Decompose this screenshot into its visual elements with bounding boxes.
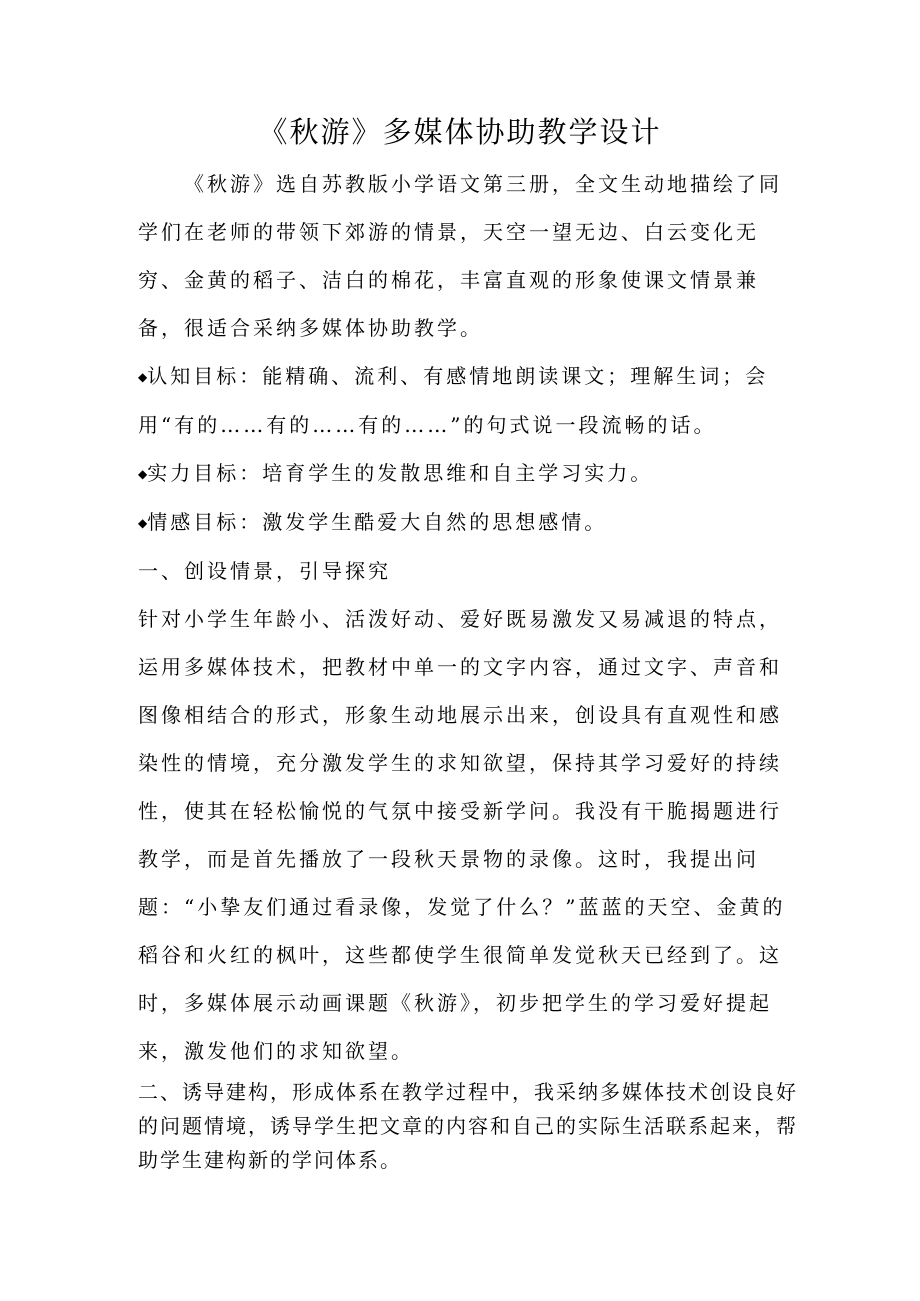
section2-paragraph: 二、诱导建构，形成体系在教学过程中，我采纳多媒体技术创设良好的问题情境，诱导学生把文章的内容和自己的实际生活联系起来，帮助学生建构新的学问体系。 (138, 1080, 798, 1172)
goal-cognitive (138, 352, 798, 449)
goal-ability (138, 449, 798, 498)
diamond-bullet-icon: ◆ (138, 370, 148, 384)
section1-body: 针对小学生年龄小、活泼好动、爱好既易激发又易减退的特点，运用多媒体技术，把教材中单一的文字内容，通过文字、声音和图像相结合的形式，形象生动地展示出来，创设具有直观性和感染性的情境，充分激发学生的求知欲望，保持其学习爱好的持续性，使其在轻松愉悦的气氛中接受新学问。我没有干脆揭题进行教学，而是首先播放了一段秋天景物的录像。这时，我提出问题：“小挚友们通过看录像，发觉了什么？”蓝蓝的天空、金黄的稻谷和火红的枫叶，这些都使学生很简单发觉秋天已经到了。这时，多媒体展示动画课题《秋游》，初步把学生的学习爱好提起来，激发他们的求知欲望。 (138, 607, 786, 1063)
document-title: 《秋游》多媒体协助教学设计 (258, 115, 662, 149)
diamond-bullet-icon: ◆ (138, 467, 148, 481)
goal-emotion-text: 情感目标：激发学生酷爱大自然的思想感情。 (147, 510, 608, 534)
section1-heading: 一、创设情景，引导探究 (138, 559, 391, 583)
goal-cognitive-text: 认知目标：能精确、流利、有感情地朗读课文；理解生词；会用“有的……有的……有的……”的句式说一段流畅的话。 (138, 364, 769, 437)
diamond-bullet-icon: ◆ (138, 516, 148, 530)
goal-emotion (138, 498, 798, 547)
intro-paragraph: 《秋游》选自苏教版小学语文第三册，全文生动地描绘了同学们在老师的带领下郊游的情景，天空一望无边、白云变化无穷、金黄的稻子、洁白的棉花，丰富直观的形象使课文情景兼备，很适合采纳多媒体协助教学。 (138, 172, 782, 340)
goal-ability-text: 实力目标：培育学生的发散思维和自主学习实力。 (147, 461, 654, 485)
document-body (138, 160, 798, 1177)
